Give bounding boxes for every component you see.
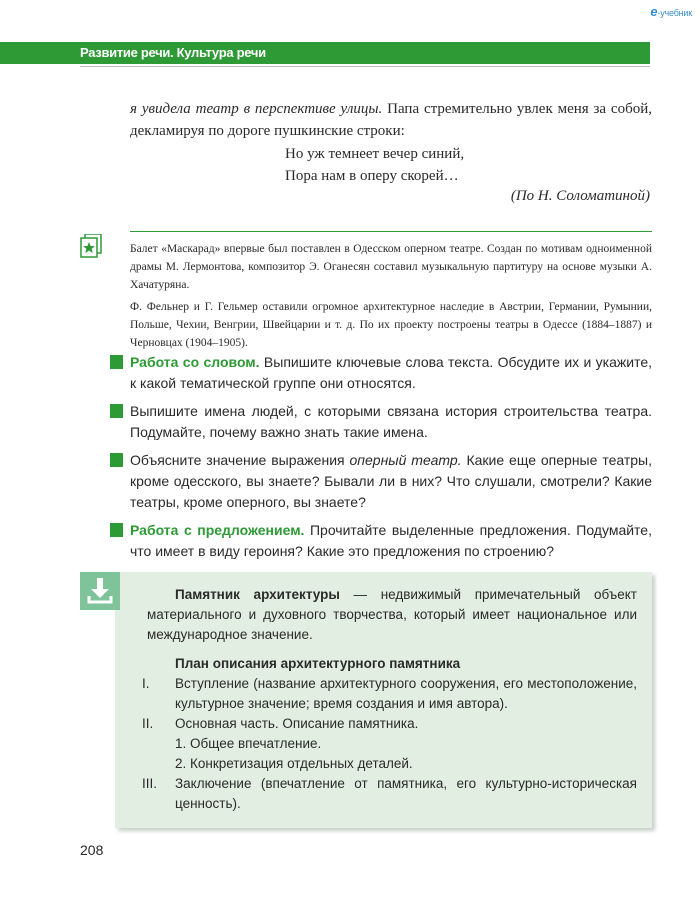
story-text: Папа стремительно увлек меня за собой, декламируя по дороге пушкинские строки: bbox=[130, 101, 652, 139]
task-lead: Работа с предложением. bbox=[130, 522, 305, 538]
poem-line: Пора нам в оперу скорей… bbox=[285, 168, 459, 184]
task-text: Объясните значение выражения bbox=[130, 452, 350, 468]
task-text: Какие еще оперные театры, кроме одесского, вы знаете? Бывали ли в них? Что слушали, смотрели? Какие театры, кроме оперного, вы знаете? bbox=[130, 452, 652, 510]
plan-subitem bbox=[147, 754, 637, 774]
section-title: Развитие речи. Культура речи bbox=[80, 45, 266, 60]
plan-item bbox=[142, 774, 637, 814]
task-marker-icon bbox=[110, 355, 123, 369]
source-attribution: (По Н. Соломатиной) bbox=[510, 188, 650, 204]
plan-text: Основная часть. Описание памятника. bbox=[175, 716, 419, 731]
download-icon bbox=[80, 572, 120, 610]
task-lead: Работа со словом. bbox=[130, 354, 260, 370]
plan-list bbox=[142, 674, 637, 814]
info-block bbox=[130, 240, 652, 356]
task-item bbox=[110, 520, 652, 562]
task-item bbox=[110, 352, 652, 394]
task-marker-icon bbox=[110, 404, 123, 418]
definition bbox=[147, 585, 637, 645]
info-note-icon bbox=[80, 234, 102, 258]
definition-text: — недвижимый примечательный объект материального и духовного творчества, который имеет национальное или международное значение. bbox=[147, 587, 637, 642]
plan-text: 2. Конкретизация отдельных деталей. bbox=[175, 756, 413, 771]
plan-number: I. bbox=[142, 676, 150, 691]
task-marker-icon bbox=[110, 523, 123, 537]
story-paragraph bbox=[130, 98, 652, 142]
logo-caption: -учебник bbox=[657, 8, 692, 18]
plan-subitem bbox=[147, 734, 637, 754]
plan-title: План описания архитектурного памятника bbox=[175, 656, 461, 671]
task-text: Выпишите ключевые слова текста. Обсудите их и укажите, к какой тематической группе они относятся. bbox=[130, 354, 652, 391]
plan-item bbox=[142, 674, 637, 714]
info-paragraph: Ф. Фельнер и Г. Гельмер оставили огромное архитектурное наследие в Австрии, Германии, Румынии, Польше, Чехии, Венгрии, Швейцарии и т. д. По их проекту построены театры в Одессе (1884–1887) и Черновцах (1904–1905). bbox=[130, 301, 652, 349]
plan-number: II. bbox=[142, 716, 154, 731]
highlighted-sentence: я увидела театр в перспективе улицы. bbox=[130, 101, 383, 117]
info-paragraph: Балет «Маскарад» впервые был поставлен в Одесском оперном театре. Создан по мотивам одноименной драмы М. Лермонтова, композитор Э. Оганесян составил музыкальную партитуру на основе музыки А. Хачатуряна. bbox=[130, 243, 652, 291]
plan-item bbox=[142, 714, 637, 734]
plan-number: III. bbox=[142, 776, 158, 791]
poem-quote bbox=[285, 143, 464, 187]
info-divider bbox=[130, 231, 652, 232]
logo-letter: e bbox=[650, 4, 658, 19]
task-list bbox=[110, 352, 652, 569]
plan-text: Вступление (название архитектурного сооружения, его местоположение, культурное значение; время создания и имя автора). bbox=[175, 676, 637, 711]
task-text: Выпишите имена людей, с которыми связана история строительства театра. Подумайте, почему важно знать такие имена. bbox=[130, 403, 652, 440]
plan-text: 1. Общее впечатление. bbox=[175, 736, 322, 751]
task-item bbox=[110, 450, 652, 513]
page-number: 208 bbox=[80, 842, 104, 858]
task-marker-icon bbox=[110, 453, 123, 467]
publisher-logo bbox=[650, 4, 692, 19]
plan-text: Заключение (впечатление от памятника, его культурно-историческая ценность). bbox=[175, 776, 637, 811]
definition-term: Памятник архитектуры bbox=[175, 587, 340, 602]
task-text: Прочитайте выделенные предложения. Подумайте, что имеет в виду героиня? Какие это предложения по строению? bbox=[130, 522, 652, 559]
theory-content bbox=[142, 585, 637, 814]
header-divider bbox=[80, 66, 650, 67]
task-item bbox=[110, 401, 652, 443]
poem-line: Но уж темнеет вечер синий, bbox=[285, 146, 465, 162]
task-term: оперный театр. bbox=[349, 452, 462, 468]
